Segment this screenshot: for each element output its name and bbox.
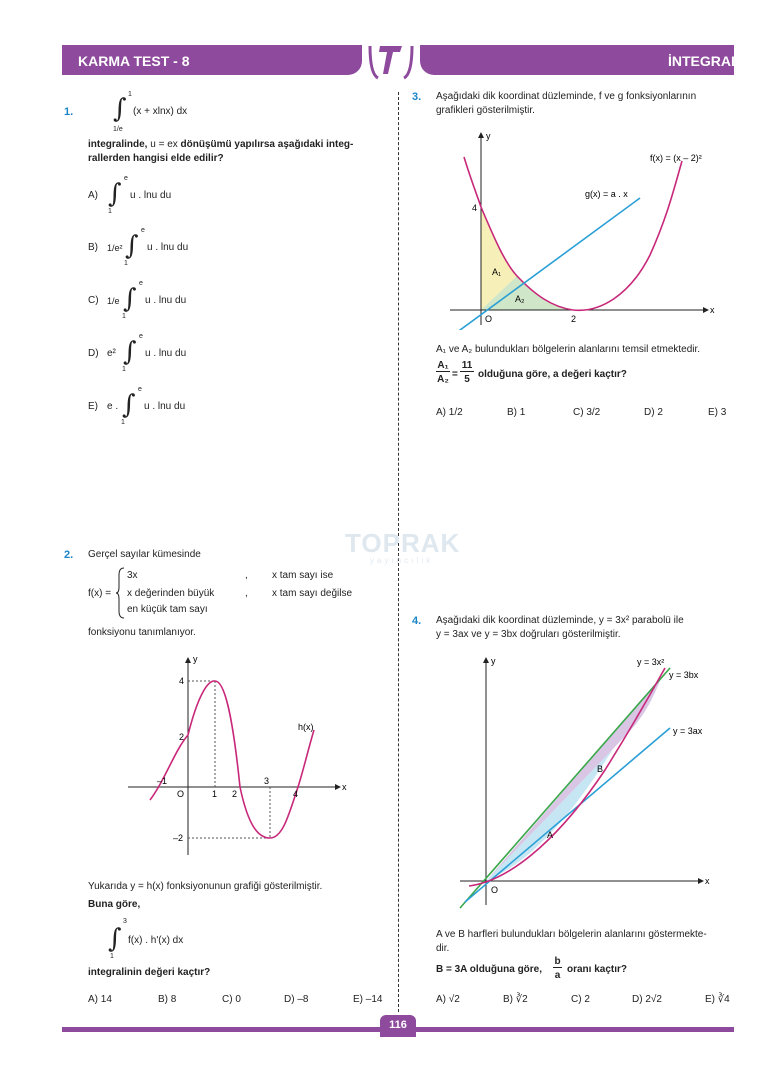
option-body: u . lnu du	[147, 242, 189, 253]
f-label: f(x) = (x – 2)²	[650, 153, 702, 163]
integral-sign: ∫	[123, 337, 137, 367]
q2-defined: fonksiyonu tanımlanıyor.	[88, 627, 196, 638]
q4-question-post: oranı kaçtır?	[567, 964, 628, 975]
integral-sign: ∫	[123, 284, 137, 314]
q3-option-d[interactable]: D) 2	[644, 407, 663, 418]
q2-option-e[interactable]: E) –14	[353, 994, 383, 1005]
option-coefficient: e .	[107, 401, 119, 412]
y-axis-label: y	[491, 656, 496, 666]
q4-frac-num: b	[554, 956, 561, 967]
upper-limit: e	[124, 175, 128, 182]
q4-desc2: dir.	[436, 943, 450, 954]
case-sep: ,	[245, 588, 248, 599]
q1-stem-mid: u = ex	[147, 139, 181, 150]
q4-option-a[interactable]: A) √2	[436, 994, 460, 1005]
q2-caption: Yukarıda y = h(x) fonksiyonunun grafiği gösterilmiştir.	[88, 881, 323, 892]
origin-label: O	[491, 885, 499, 895]
q1-stem-bold1: integralinde,	[88, 139, 148, 150]
line-a-label: y = 3ax	[673, 726, 703, 736]
option-body: u . lnu du	[130, 190, 172, 201]
q2-option-b[interactable]: B) 8	[158, 994, 177, 1005]
case-sep: ,	[245, 570, 248, 581]
q2-fx: f(x) =	[88, 588, 112, 599]
q3-option-c[interactable]: C) 3/2	[573, 407, 601, 418]
case-expr: x değerinden büyük	[127, 588, 215, 599]
integral-sign: ∫	[108, 924, 122, 954]
tick-x: 2	[232, 789, 238, 799]
tick-x: –1	[157, 776, 168, 786]
piecewise-brace-icon	[116, 567, 126, 619]
q4-option-c[interactable]: C) 2	[571, 994, 590, 1005]
lower-limit: 1	[108, 208, 112, 215]
q4-frac-den: a	[554, 970, 561, 981]
y-axis-label: y	[486, 131, 491, 141]
option-label: B)	[88, 242, 98, 253]
watermark-sub: yayıncılık	[370, 556, 434, 565]
q3-val-den: 5	[464, 374, 470, 385]
q1-upper-limit: 1	[128, 91, 132, 98]
q3-option-e[interactable]: E) 3	[708, 407, 727, 418]
tick-x: 2	[571, 314, 577, 324]
option-body: u . lnu du	[145, 295, 187, 306]
watermark-brand: TOPRAK	[345, 528, 461, 558]
upper-limit: e	[138, 386, 142, 393]
q4-desc1: A ve B harfleri bulundukları bölgelerin alanlarını göstermekte-	[436, 929, 707, 940]
q3-line1: Aşağıdaki dik koordinat düzleminde, f ve g fonksiyonlarının	[436, 91, 697, 102]
q4-option-b[interactable]: B) ∛2	[503, 994, 528, 1005]
h-curve	[150, 681, 314, 838]
a1-label: A₁	[492, 267, 502, 277]
case-expr: en küçük tam sayı	[127, 604, 208, 615]
tick-y: 4	[472, 203, 478, 213]
tick-y: 4	[179, 676, 185, 686]
integral-sign: ∫	[125, 231, 139, 261]
case-expr: 3x	[127, 570, 138, 581]
parabola-label: y = 3x²	[637, 657, 665, 667]
section-title: İNTEGRAL	[668, 53, 740, 69]
question-1-number: 1.	[64, 106, 74, 118]
q2-question: integralinin değeri kaçtır?	[88, 967, 211, 978]
q4-question-pre: B = 3A olduğuna göre,	[436, 964, 543, 975]
question-3-number: 3.	[412, 91, 422, 103]
lower-limit: 1	[122, 366, 126, 373]
tick-x: 1	[212, 789, 218, 799]
option-label: E)	[88, 401, 98, 412]
line-3ax	[465, 728, 670, 902]
q4-option-e[interactable]: E) ∛4	[705, 994, 730, 1005]
page-number: 116	[380, 1015, 416, 1037]
q2-graph	[120, 650, 350, 860]
q4-line2: y = 3ax ve y = 3bx doğruları gösterilmiştir.	[436, 629, 621, 640]
lower-limit: 1	[124, 260, 128, 267]
origin-label: O	[485, 314, 493, 324]
q3-eq: =	[452, 369, 458, 380]
option-coefficient: 1/e²	[107, 243, 123, 253]
case-cond: x tam sayı değilse	[272, 588, 353, 599]
tick-y: 2	[179, 732, 185, 742]
case-cond: x tam sayı ise	[272, 570, 334, 581]
region-a-label: A	[547, 830, 554, 840]
option-body: u . lnu du	[145, 348, 187, 359]
q3-line2: grafikleri gösterilmiştir.	[436, 105, 535, 116]
integral-sign: ∫	[113, 94, 127, 124]
q4-graph	[455, 650, 730, 910]
tick-x: 4	[293, 789, 299, 799]
upper-limit: e	[141, 227, 145, 234]
question-2-number: 2.	[64, 549, 74, 561]
q3-option-a[interactable]: A) 1/2	[436, 407, 463, 418]
q1-lower-limit: 1/e	[113, 126, 123, 133]
lower-limit: 1	[121, 419, 125, 426]
q3-ratio-den: A₂	[437, 374, 449, 385]
upper-limit: e	[139, 280, 143, 287]
integral-sign: ∫	[122, 390, 136, 420]
q2-lower-limit: 1	[110, 953, 114, 960]
q1-stem-line1	[88, 138, 353, 152]
g-label: g(x) = a . x	[585, 189, 628, 199]
q2-option-c[interactable]: C) 0	[222, 994, 241, 1005]
tick-x: 3	[264, 776, 270, 786]
q3-option-b[interactable]: B) 1	[507, 407, 526, 418]
origin-label: O	[177, 789, 185, 799]
q2-according: Buna göre,	[88, 899, 141, 910]
x-axis-label: x	[342, 782, 347, 792]
test-title: KARMA TEST - 8	[78, 53, 190, 69]
option-label: A)	[88, 190, 98, 201]
q3-val-num: 11	[461, 360, 473, 371]
q2-integral-body: f(x) . h'(x) dx	[128, 935, 184, 946]
question-4-number: 4.	[412, 615, 422, 627]
option-body: u . lnu du	[144, 401, 186, 412]
upper-limit: e	[139, 333, 143, 340]
line-b-label: y = 3bx	[669, 670, 699, 680]
x-axis-label: x	[705, 876, 710, 886]
option-coefficient: e²	[107, 348, 116, 359]
tick-y: –2	[173, 833, 184, 843]
y-axis-label: y	[193, 654, 198, 664]
q4-line1: Aşağıdaki dik koordinat düzleminde, y = 3x² parabolü ile	[436, 615, 684, 626]
region-b-label: B	[597, 764, 604, 774]
a2-label: A₂	[515, 294, 525, 304]
q2-upper-limit: 3	[123, 918, 127, 925]
x-axis-label: x	[710, 305, 715, 315]
q1-stem-line2: rallerden hangisi elde edilir?	[88, 153, 224, 164]
q2-option-d[interactable]: D) –8	[284, 994, 309, 1005]
lower-limit: 1	[122, 313, 126, 320]
option-label: C)	[88, 295, 99, 306]
q3-question: olduğuna göre, a değeri kaçtır?	[478, 369, 627, 380]
option-coefficient: 1/e	[107, 296, 120, 306]
q1-stem-bold2: dönüşümü yapılırsa aşağıdaki integ-	[180, 139, 354, 150]
integral-sign: ∫	[108, 179, 122, 209]
curve-label: h(x)	[298, 722, 314, 732]
q3-desc: A₁ ve A₂ bulundukları bölgelerin alanlarını temsil etmektedir.	[436, 344, 701, 355]
q3-ratio-num: A₁	[437, 360, 449, 371]
q2-intro: Gerçel sayılar kümesinde	[88, 549, 201, 560]
q3-graph	[440, 125, 730, 330]
q1-integrand: (x + xlnx) dx	[133, 106, 188, 117]
q4-option-d[interactable]: D) 2√2	[632, 994, 662, 1005]
q2-option-a[interactable]: A) 14	[88, 994, 112, 1005]
parabola-3x2	[469, 668, 665, 886]
option-label: D)	[88, 348, 99, 359]
publisher-logo-icon	[366, 36, 416, 80]
line-3bx	[460, 668, 670, 908]
